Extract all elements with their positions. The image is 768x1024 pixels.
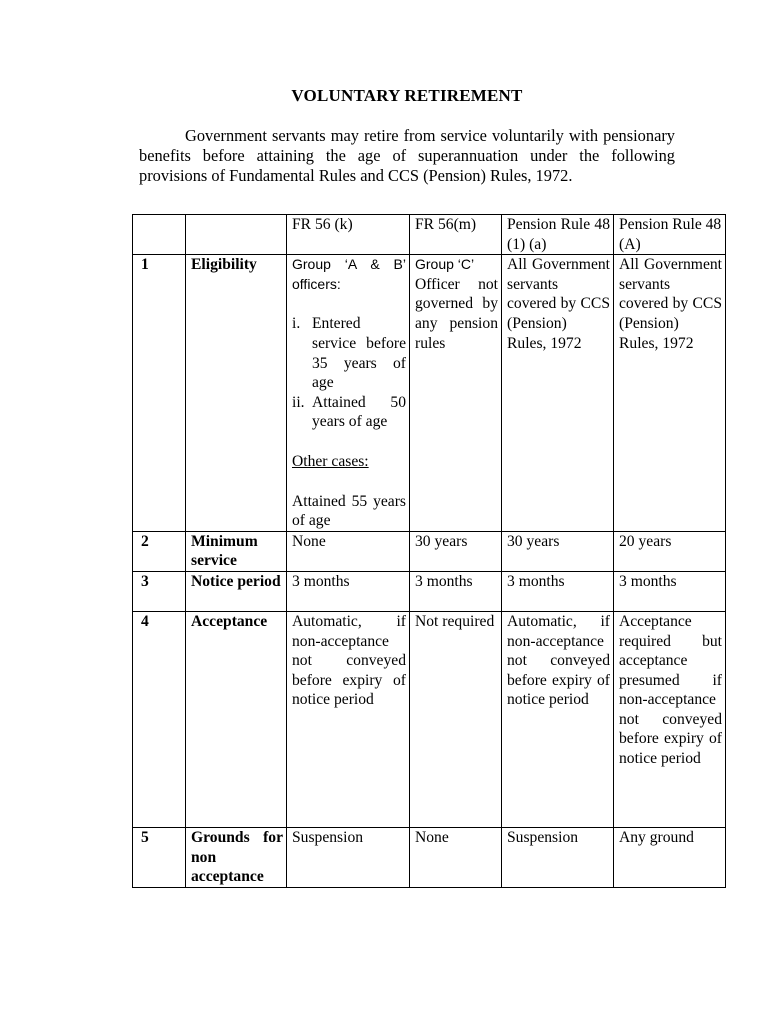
row-number: 5 bbox=[133, 827, 186, 887]
list-item bbox=[292, 393, 406, 432]
list-marker: ii. bbox=[292, 393, 305, 411]
cell-rule48-1a: All Government servants covered by CCS (Pension) Rules, 1972 bbox=[502, 255, 614, 532]
row-label: Eligibility bbox=[186, 255, 287, 532]
table-row bbox=[133, 611, 726, 827]
cell-rule48a: All Government servants covered by CCS (Pension) Rules, 1972 bbox=[614, 255, 726, 532]
table-row bbox=[133, 255, 726, 532]
table-row bbox=[133, 827, 726, 887]
list-text: Entered service before 35 years of age bbox=[312, 315, 406, 392]
list-marker: i. bbox=[292, 315, 301, 333]
row-number: 4 bbox=[133, 611, 186, 827]
retirement-provisions-table bbox=[132, 214, 726, 888]
cell-fr56m: 3 months bbox=[410, 571, 502, 611]
cell-fr56m bbox=[410, 255, 502, 532]
cell-fr56k: None bbox=[287, 531, 410, 571]
other-cases-heading: Other cases: bbox=[292, 452, 369, 470]
eligibility-conditions-list bbox=[292, 314, 406, 432]
list-text: Attained 50 years of age bbox=[312, 393, 406, 431]
cell-fr56m: 30 years bbox=[410, 531, 502, 571]
cell-rule48a: Any ground bbox=[614, 827, 726, 887]
cell-fr56k: Automatic, if non-acceptance not conveyed before expiry of notice period bbox=[287, 611, 410, 827]
row-number: 2 bbox=[133, 531, 186, 571]
eligibility-group-c-text: Officer not governed by any pension rules bbox=[415, 275, 498, 352]
header-cell-label bbox=[186, 215, 287, 255]
intro-paragraph bbox=[139, 126, 675, 186]
row-label: Notice period bbox=[186, 571, 287, 611]
row-number: 3 bbox=[133, 571, 186, 611]
row-label: Minimum service bbox=[186, 531, 287, 571]
cell-fr56m: Not required bbox=[410, 611, 502, 827]
header-fr56k: FR 56 (k) bbox=[287, 215, 410, 255]
cell-rule48-1a: Automatic, if non-acceptance not conveyed before expiry of notice period bbox=[502, 611, 614, 827]
header-cell-num bbox=[133, 215, 186, 255]
cell-rule48a: Acceptance required but acceptance presumed if non-acceptance not conveyed before expiry of notice period bbox=[614, 611, 726, 827]
other-cases-text: Attained 55 years of age bbox=[292, 492, 406, 530]
eligibility-group-ab-heading: Group ‘A & B’ officers: bbox=[292, 256, 406, 292]
cell-rule48a: 3 months bbox=[614, 571, 726, 611]
table-header-row bbox=[133, 215, 726, 255]
intro-text: Government servants may retire from service voluntarily with pensionary benefits before attaining the age of superannuation under the following provisions of Fundamental Rules and CCS (Pension) Rules, 1972. bbox=[139, 126, 675, 185]
cell-fr56k bbox=[287, 255, 410, 532]
cell-rule48-1a: 30 years bbox=[502, 531, 614, 571]
header-rule48-1a: Pension Rule 48 (1) (a) bbox=[502, 215, 614, 255]
row-number: 1 bbox=[133, 255, 186, 532]
row-label: Grounds for non acceptance bbox=[186, 827, 287, 887]
row-label: Acceptance bbox=[186, 611, 287, 827]
cell-rule48a: 20 years bbox=[614, 531, 726, 571]
document-title: VOLUNTARY RETIREMENT bbox=[291, 86, 523, 105]
list-item bbox=[292, 314, 406, 392]
header-fr56m: FR 56(m) bbox=[410, 215, 502, 255]
header-rule48a: Pension Rule 48 (A) bbox=[614, 215, 726, 255]
cell-fr56k: Suspension bbox=[287, 827, 410, 887]
cell-fr56m: None bbox=[410, 827, 502, 887]
cell-rule48-1a: Suspension bbox=[502, 827, 614, 887]
cell-fr56k: 3 months bbox=[287, 571, 410, 611]
cell-rule48-1a: 3 months bbox=[502, 571, 614, 611]
eligibility-group-c-heading: Group ‘C’ bbox=[415, 256, 475, 273]
table-row bbox=[133, 531, 726, 571]
table-row bbox=[133, 571, 726, 611]
